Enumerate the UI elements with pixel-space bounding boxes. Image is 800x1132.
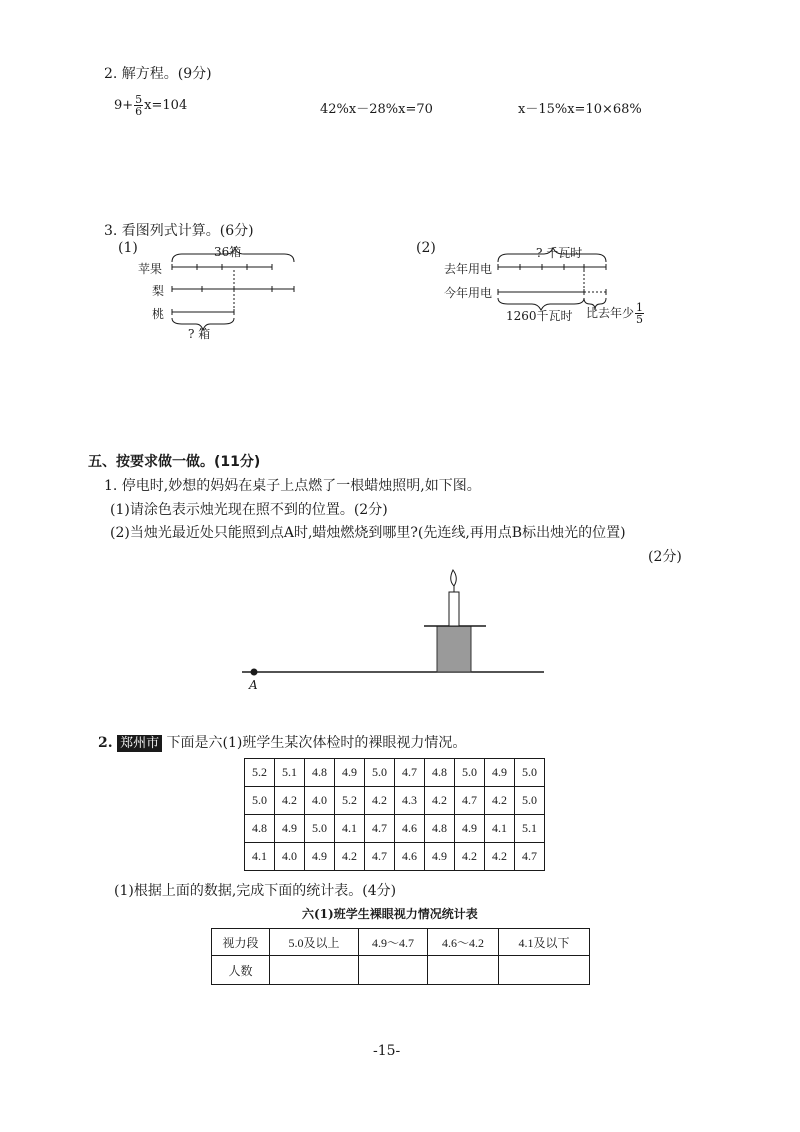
table-cell: 5.1 — [515, 815, 545, 843]
d2-row-this-year: 今年用电 — [444, 286, 493, 300]
d1-row-apples: 苹果 — [138, 262, 163, 276]
s5-q1-sub2-score: (2分) — [648, 549, 682, 565]
table-cell: 5.0 — [515, 787, 545, 815]
candle-diagram — [230, 564, 560, 694]
table-cell: 4.8 — [305, 759, 335, 787]
fraction-denominator: 5 — [636, 313, 644, 326]
d2-bottom-label: 1260千瓦时 — [506, 309, 573, 323]
d2-total-label: ? 千瓦时 — [536, 246, 583, 260]
table-cell: 4.9 — [485, 759, 515, 787]
equation-1-prefix: 9+ — [114, 98, 134, 113]
table-cell: 5.0 — [305, 815, 335, 843]
stat-answer-cell[interactable] — [359, 956, 428, 985]
s5-q2-sub1: (1)根据上面的数据,完成下面的统计表。(4分) — [114, 883, 397, 899]
s5-q1-sub1: (1)请涂色表示烛光现在照不到的位置。(2分) — [110, 502, 388, 518]
equation-3: x－15%x=10×68% — [518, 102, 642, 117]
table-cell: 5.2 — [335, 787, 365, 815]
table-cell: 4.8 — [425, 815, 455, 843]
table-cell: 4.7 — [365, 815, 395, 843]
table-cell: 4.9 — [425, 843, 455, 871]
stat-table-title: 六(1)班学生裸眼视力情况统计表 — [302, 907, 478, 921]
table-cell: 4.1 — [245, 843, 275, 871]
stat-answer-cell[interactable] — [270, 956, 359, 985]
d2-row-last-year: 去年用电 — [444, 262, 493, 276]
stat-header-cell: 4.1及以下 — [499, 929, 590, 956]
table-cell: 5.1 — [275, 759, 305, 787]
table-cell: 4.7 — [395, 759, 425, 787]
table-cell: 4.9 — [335, 759, 365, 787]
table-row — [245, 787, 545, 815]
stat-header-cell: 4.6～4.2 — [428, 929, 499, 956]
s5-q2-text: 下面是六(1)班学生某次体检时的裸眼视力情况。 — [166, 735, 467, 751]
fraction-denominator: 6 — [135, 105, 143, 118]
table-cell: 4.1 — [335, 815, 365, 843]
table-cell: 4.7 — [455, 787, 485, 815]
point-a-label: A — [249, 678, 258, 692]
table-cell: 4.6 — [395, 815, 425, 843]
table-cell: 5.0 — [515, 759, 545, 787]
table-cell: 4.0 — [275, 843, 305, 871]
section-5-title: 五、按要求做一做。(11分) — [88, 454, 261, 470]
q3-title: 3. 看图列式计算。(6分) — [104, 223, 254, 239]
table-cell: 4.9 — [305, 843, 335, 871]
d2-less-label — [586, 302, 645, 325]
table-cell: 4.7 — [515, 843, 545, 871]
region-badge: 郑州市 — [117, 735, 162, 752]
table-cell: 4.9 — [275, 815, 305, 843]
table-cell: 4.1 — [485, 815, 515, 843]
table-cell: 4.2 — [455, 843, 485, 871]
stat-row-label: 人数 — [212, 956, 270, 985]
table-row — [245, 759, 545, 787]
q2-title: 2. 解方程。(9分) — [104, 66, 212, 82]
table-cell: 4.2 — [365, 787, 395, 815]
s5-q2-number: 2. — [98, 735, 113, 751]
table-cell: 4.2 — [335, 843, 365, 871]
equation-2: 42%x－28%x=70 — [320, 102, 433, 117]
s5-q1-sub2: (2)当烛光最近处只能照到点A时,蜡烛燃烧到哪里?(先连线,再用点B标出烛光的位置) — [110, 525, 626, 541]
table-cell: 4.6 — [395, 843, 425, 871]
equation-1-fraction — [134, 94, 143, 117]
table-cell: 5.0 — [365, 759, 395, 787]
fraction-numerator: 1 — [636, 301, 644, 314]
stat-count-row — [212, 956, 590, 985]
stat-header-cell: 4.9～4.7 — [359, 929, 428, 956]
table-cell: 5.0 — [455, 759, 485, 787]
table-row — [245, 843, 545, 871]
d2-fraction — [635, 302, 644, 325]
s5-q2 — [98, 732, 466, 752]
table-cell: 4.2 — [425, 787, 455, 815]
page-number: -15- — [373, 1043, 401, 1059]
stat-table — [211, 928, 590, 985]
table-cell: 5.0 — [245, 787, 275, 815]
fraction-numerator: 5 — [135, 93, 143, 106]
stat-answer-cell[interactable] — [428, 956, 499, 985]
table-cell: 4.3 — [395, 787, 425, 815]
table-cell: 4.8 — [245, 815, 275, 843]
table-cell: 4.2 — [485, 787, 515, 815]
d1-row-pears: 梨 — [152, 284, 165, 298]
stat-answer-cell[interactable] — [499, 956, 590, 985]
d1-question-label: ? 箱 — [188, 327, 211, 341]
stat-header-row — [212, 929, 590, 956]
table-cell: 4.8 — [425, 759, 455, 787]
table-row — [245, 815, 545, 843]
equation-1-suffix: x=104 — [144, 98, 188, 113]
table-cell: 4.2 — [485, 843, 515, 871]
equation-1 — [114, 94, 187, 117]
stat-header-cell: 视力段 — [212, 929, 270, 956]
table-cell: 4.2 — [275, 787, 305, 815]
table-cell: 5.2 — [245, 759, 275, 787]
table-cell: 4.9 — [455, 815, 485, 843]
table-cell: 4.0 — [305, 787, 335, 815]
d2-number: (2) — [416, 240, 436, 256]
d1-row-peaches: 桃 — [152, 307, 165, 321]
d1-number: (1) — [118, 240, 138, 256]
s5-q1-text: 1. 停电时,妙想的妈妈在桌子上点燃了一根蜡烛照明,如下图。 — [104, 478, 481, 494]
vision-data-table — [244, 758, 545, 871]
stat-header-cell: 5.0及以上 — [270, 929, 359, 956]
d1-total-label: 36箱 — [214, 245, 242, 259]
d2-less-text: 比去年少 — [586, 306, 635, 320]
table-cell: 4.7 — [365, 843, 395, 871]
